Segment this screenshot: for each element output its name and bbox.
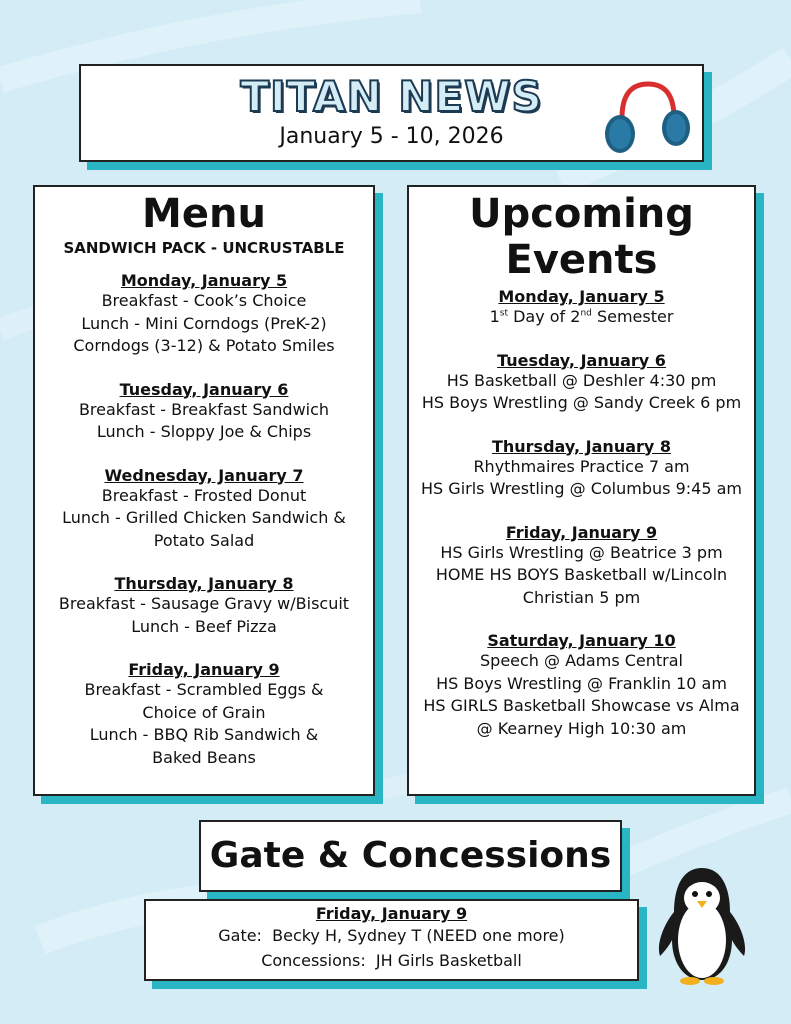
events-heading-line1: Upcoming <box>469 191 694 237</box>
day-label: Saturday, January 10 <box>487 631 676 650</box>
day-line: HOME HS BOYS Basketball w/Lincoln <box>435 565 728 584</box>
day-line: HS Basketball @ Deshler 4:30 pm <box>446 370 717 390</box>
day-line: Rhythmaires Practice 7 am <box>473 456 690 476</box>
day-line: Breakfast - Breakfast Sandwich <box>78 399 330 419</box>
penguin-icon <box>652 864 752 988</box>
gate-heading-box <box>199 820 622 892</box>
day-section <box>35 271 373 358</box>
day-label: Thursday, January 8 <box>491 436 672 456</box>
event-day-label: Monday, January 5 <box>498 287 665 306</box>
day-section <box>35 380 373 444</box>
concessions-workers: Concessions: JH Girls Basketball <box>261 951 522 970</box>
menu-days-list <box>35 271 373 769</box>
menu-box <box>33 185 375 796</box>
day-section <box>409 523 754 610</box>
gate-details-box <box>144 899 639 981</box>
day-line: HS Boys Wrestling @ Sandy Creek 6 pm <box>421 393 742 412</box>
day-label: Tuesday, January 6 <box>119 379 289 399</box>
events-heading-line2: Events <box>505 237 658 283</box>
day-section <box>35 660 373 769</box>
day-line: HS GIRLS Basketball Showcase vs Alma <box>423 696 740 715</box>
day-line: Lunch - Grilled Chicken Sandwich & <box>62 508 346 527</box>
day-section <box>409 437 754 501</box>
day-section <box>35 574 373 638</box>
day-line: Lunch - BBQ Rib Sandwich & <box>89 725 319 744</box>
gate-workers: Gate: Becky H, Sydney T (NEED one more) <box>218 926 565 945</box>
day-line: HS Girls Wrestling @ Beatrice 3 pm <box>440 542 723 562</box>
day-line: Speech @ Adams Central <box>480 651 683 670</box>
day-line: Lunch - Sloppy Joe & Chips <box>96 422 312 441</box>
day-line: Lunch - Mini Corndogs (PreK-2) <box>81 313 327 333</box>
day-label: Monday, January 5 <box>120 271 288 290</box>
day-label: Thursday, January 8 <box>114 574 294 593</box>
menu-subheading: SANDWICH PACK - UNCRUSTABLE <box>63 239 345 257</box>
menu-heading: Menu <box>142 191 266 237</box>
day-section <box>409 631 754 740</box>
day-line: HS Boys Wrestling @ Franklin 10 am <box>436 673 727 693</box>
day-line: Baked Beans <box>152 747 256 767</box>
newsletter-title: TITAN NEWS <box>240 72 543 121</box>
events-box <box>407 185 756 796</box>
event-day-first <box>409 287 754 329</box>
day-label: Wednesday, January 7 <box>104 465 304 485</box>
day-label: Tuesday, January 6 <box>497 350 666 370</box>
day-line: HS Girls Wrestling @ Columbus 9:45 am <box>421 479 742 498</box>
day-line: Corndogs (3-12) & Potato Smiles <box>73 336 335 355</box>
events-days-list <box>409 351 754 741</box>
day-label: Friday, January 9 <box>128 660 280 679</box>
earmuffs-icon <box>602 78 694 158</box>
day-section <box>409 351 754 415</box>
day-line: Breakfast - Sausage Gravy w/Biscuit <box>58 594 350 613</box>
day-line: Lunch - Beef Pizza <box>131 616 277 636</box>
day-line: Christian 5 pm <box>522 587 641 607</box>
day-line: Breakfast - Scrambled Eggs & <box>84 680 324 699</box>
day-label: Friday, January 9 <box>505 522 658 542</box>
day-line: Choice of Grain <box>142 702 266 722</box>
day-line: Potato Salad <box>153 530 255 550</box>
day-line: Breakfast - Cook’s Choice <box>101 291 307 310</box>
gate-day: Friday, January 9 <box>315 904 468 923</box>
day-line: Breakfast - Frosted Donut <box>101 485 307 505</box>
event-line: 1st Day of 2nd Semester <box>489 307 674 326</box>
day-section <box>35 466 373 553</box>
date-range: January 5 - 10, 2026 <box>279 124 504 149</box>
gate-heading: Gate & Concessions <box>209 835 612 876</box>
day-line: @ Kearney High 10:30 am <box>476 718 687 738</box>
